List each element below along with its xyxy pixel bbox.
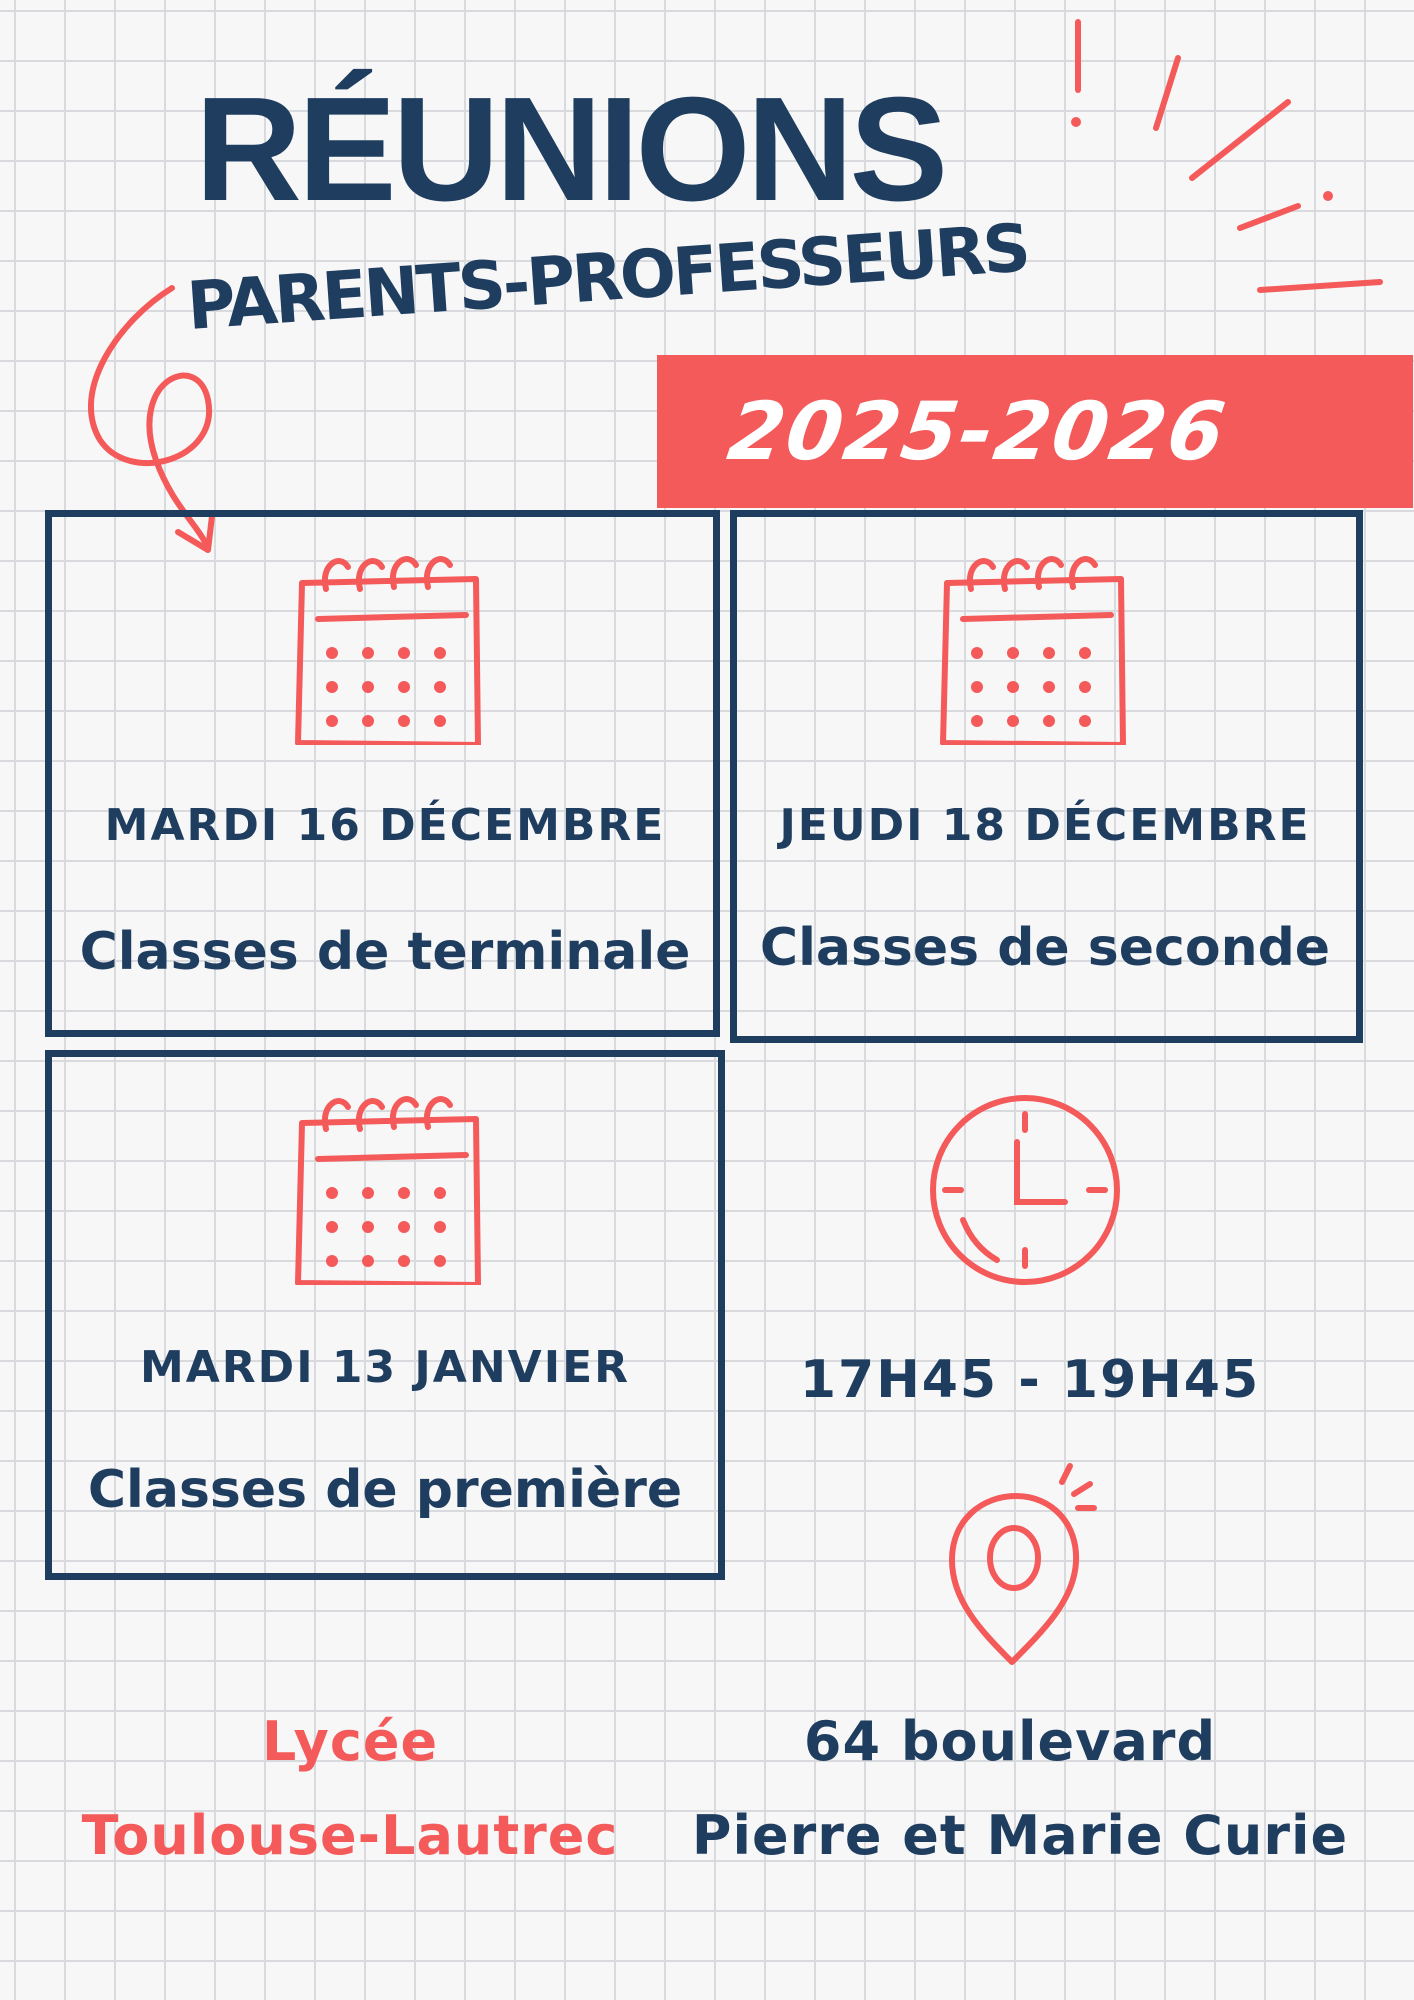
meeting-classes: Classes de seconde <box>759 918 1331 978</box>
school-name-line2: Toulouse-Lautrec <box>81 1804 619 1867</box>
page-title: RÉUNIONS <box>195 67 945 232</box>
school-year: 2025-2026 <box>722 385 1233 478</box>
meeting-classes: Classes de première <box>87 1460 683 1520</box>
address-line2: Pierre et Marie Curie <box>691 1804 1349 1867</box>
location-pin-icon <box>940 1460 1100 1670</box>
meeting-date: MARDI 13 JANVIER <box>139 1342 631 1393</box>
calendar-icon <box>935 545 1135 745</box>
address-line1: 64 boulevard <box>803 1710 1217 1773</box>
clock-icon <box>925 1090 1125 1290</box>
meeting-classes: Classes de terminale <box>79 922 691 982</box>
school-name-line1: Lycée <box>261 1710 439 1773</box>
meeting-date: JEUDI 18 DÉCEMBRE <box>779 800 1311 851</box>
page-subtitle: PARENTS-PROFESSEURS <box>184 209 1031 345</box>
meeting-date: MARDI 16 DÉCEMBRE <box>104 800 666 851</box>
meeting-time: 17H45 - 19H45 <box>799 1350 1261 1410</box>
calendar-icon <box>290 1085 490 1285</box>
calendar-icon <box>290 545 490 745</box>
